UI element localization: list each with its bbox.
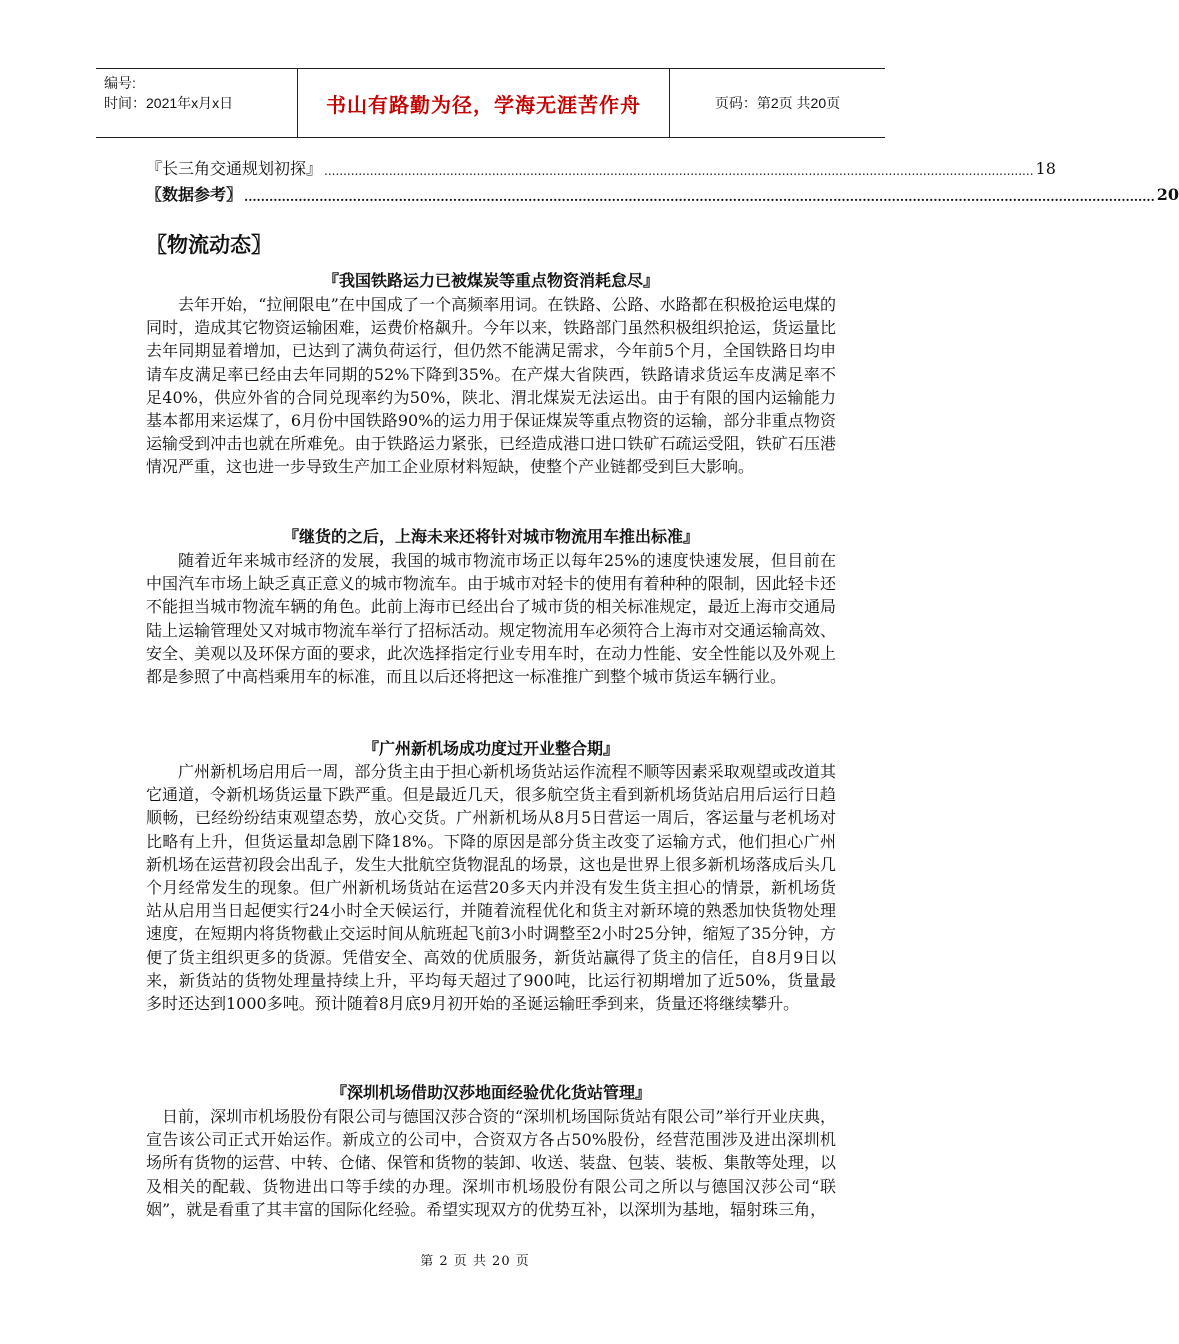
document-number-label: 编号:	[104, 75, 136, 91]
page-footer: 第 2 页 共 20 页	[420, 1254, 530, 1269]
header-meta	[96, 69, 298, 137]
page-header	[96, 68, 885, 138]
toc-entry[interactable]	[146, 184, 1179, 206]
header-motto: 书山有路勤为径，学海无涯苦作舟	[298, 69, 670, 137]
article-title: 『广州新机场成功度过开业整合期』	[362, 739, 619, 758]
toc-entry-page: 18	[1035, 159, 1056, 178]
toc-entry[interactable]	[146, 158, 1056, 180]
header-page-info: 页码：第2页 共20页	[714, 95, 841, 111]
article-body: 去年开始，“拉闸限电”在中国成了一个高频率用词。在铁路、公路、水路都在积极抢运电煤的同时，造成其它物资运输困难，运费价格飙升。今年以来，铁路部门虽然积极组织抢运，货运量比去年同期显着增加，已达到了满负荷运行，但仍然不能满足需求，今年前5个月，全国铁路日均申请车皮满足率已经由去年同期的52%下降到35%。在产煤大省陕西，铁路请求货运车皮满足率不足40%，供应外省的合同兑现率约为50%，陕北、渭北煤炭无法运出。由于有限的国内运输能力基本都用来运煤了，6月份中国铁路90%的运力用于保证煤炭等重点物资的运输，部分非重点物资运输受到冲击也就在所难免。由于铁路运力紧张，已经造成港口进口铁矿石疏运受阻，铁矿石压港情况严重，这也进一步导致生产加工企业原材料短缺，使整个产业链都受到巨大影响。	[146, 295, 836, 477]
toc-entry-label: 〖数据参考〗	[146, 185, 243, 204]
toc-leader-dots: ..........................................................................................................................................................................................	[324, 164, 1034, 178]
document-time-label: 时间：2021年x月x日	[104, 95, 234, 111]
toc-entry-page: 20	[1156, 185, 1179, 204]
toc-entry-label: 『长三角交通规划初探』	[146, 159, 323, 178]
article-title: 『我国铁路运力已被煤炭等重点物资消耗怠尽』	[322, 271, 659, 290]
article-body: 随着近年来城市经济的发展，我国的城市物流市场正以每年25%的速度快速发展，但目前在中国汽车市场上缺乏真正意义的城市物流车。由于城市对轻卡的使用有着种种的限制，因此轻卡还不能担当城市物流车辆的角色。此前上海市已经出台了城市货的相关标准规定，最近上海市交通局陆上运输管理处又对城市物流车举行了招标活动。规定物流用车必须符合上海市对交通运输高效、安全、美观以及环保方面的要求，此次选择指定行业专用车时，在动力性能、安全性能以及外观上都是参照了中高档乘用车的标准，而且以后还将把这一标准推广到整个城市货运车辆行业。	[146, 551, 836, 687]
article-title: 『继货的之后，上海未来还将针对城市物流用车推出标准』	[282, 527, 699, 546]
article-title: 『深圳机场借助汉莎地面经验优化货站管理』	[330, 1083, 651, 1102]
section-title: 〖物流动态〗	[146, 233, 272, 257]
article-body: 广州新机场启用后一周，部分货主由于担心新机场货站运作流程不顺等因素采取观望或改道其它通道，令新机场货运量下跌严重。但是最近几天，很多航空货主看到新机场货站启用后运行日趋顺畅，已经纷纷结束观望态势，放心交货。广州新机场从8月5日营运一周后，客运量与老机场对比略有上升，但货运量却急剧下降18%。下降的原因是部分货主改变了运输方式，他们担心广州新机场在运营初段会出乱子，发生大批航空货物混乱的场景，这也是世界上很多新机场落成后头几个月经常发生的现象。但广州新机场货站在运营20多天内并没有发生货主担心的情景，新机场货站从启用当日起便实行24小时全天候运行，并随着流程优化和货主对新环境的熟悉加快货物处理速度，在短期内将货物截止交运时间从航班起飞前3小时调整至2小时25分钟，缩短了35分钟，方便了货主组织更多的货源。凭借安全、高效的优质服务，新货站赢得了货主的信任，自8月9日以来，新货站的货物处理量持续上升，平均每天超过了900吨，比运行初期增加了近50%，货量最多时还达到1000多吨。预计随着8月底9月初开始的圣诞运输旺季到来，货量还将继续攀升。	[146, 762, 836, 1014]
article-body: 日前，深圳市机场股份有限公司与德国汉莎合资的“深圳机场国际货站有限公司”举行开业庆典，宣告该公司正式开始运作。新成立的公司中，合资双方各占50%股份，经营范围涉及进出深圳机场所有货物的运营、中转、仓储、保管和货物的装卸、收送、装盘、包装、装板、集散等处理，以及相关的配载、货物进出口等手续的办理。深圳市机场股份有限公司之所以与德国汉莎公司“联姻”，就是看重了其丰富的国际化经验。希望实现双方的优势互补，以深圳为基地，辐射珠三角，	[146, 1107, 836, 1219]
toc-leader-dots: ..........................................................................................................................................................................................................................	[244, 190, 1155, 204]
